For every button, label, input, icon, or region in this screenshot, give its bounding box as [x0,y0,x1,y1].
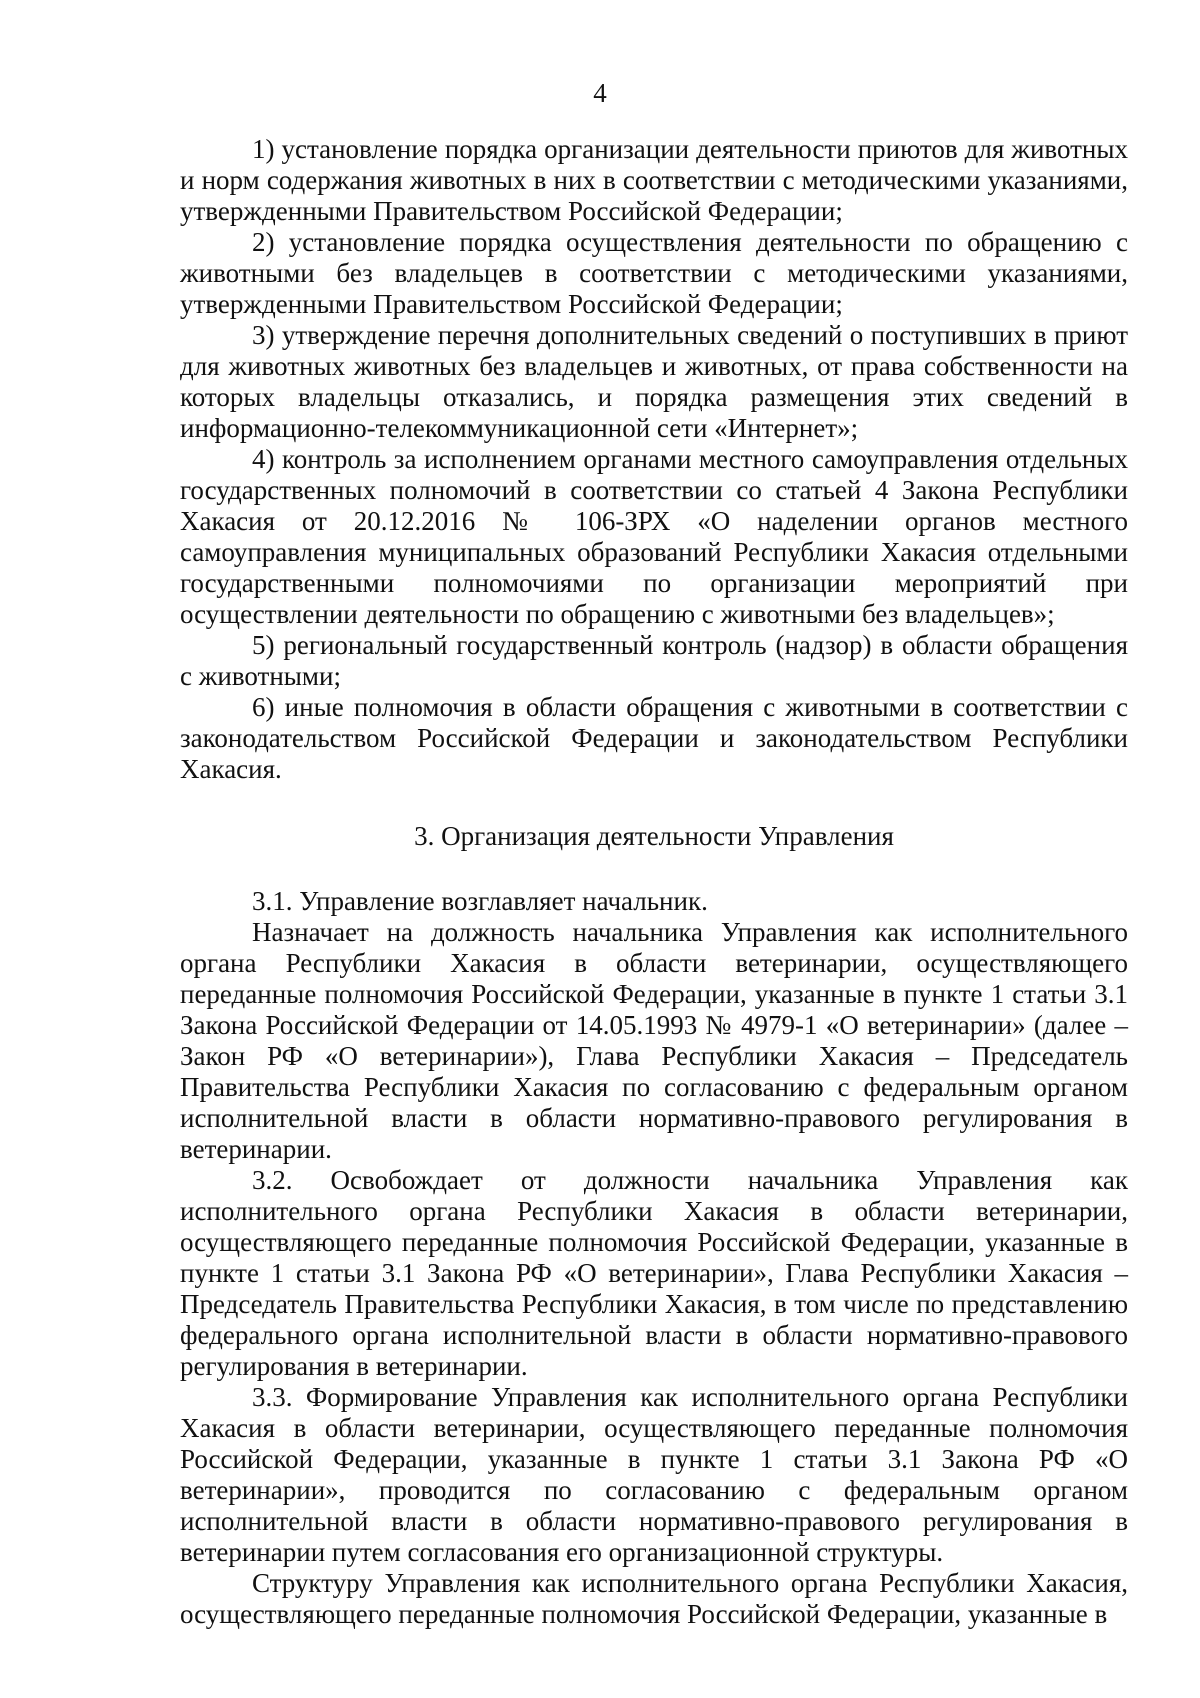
page-number: 4 [593,78,607,108]
document-body [180,134,1128,1630]
list-item: 5) региональный государственный контроль (надзор) в области обращения с животными; [180,630,1128,691]
list-item: 6) иные полномочия в области обращения с животными в соответствии с законодательством Российской Федерации и законодательством Республики Хакасия. [180,692,1128,784]
paragraph-3-1: 3.1. Управление возглавляет начальник. [252,886,708,916]
paragraph-structure: Структуру Управления как исполнительного органа Республики Хакасия, осуществляющего переданные полномочия Российской Федерации, указанные в [180,1568,1128,1629]
paragraph-3-3: 3.3. Формирование Управления как исполнительного органа Республики Хакасия в области ветеринарии, осуществляющего переданные полномочия Российской Федерации, указанные в пункте 1 статьи 3.1 Закона РФ «О ветеринарии», проводится по согласованию с федеральным органом исполнительной власти в области нормативно-правового регулирования в ветеринарии путем согласования его организационной структуры. [180,1382,1128,1567]
section-heading: 3. Организация деятельности Управления [414,821,894,851]
paragraph-3-2: 3.2. Освобождает от должности начальника Управления как исполнительного органа Республики Хакасия в области ветеринарии, осуществляющего переданные полномочия Российской Федерации, указанные в пункте 1 статьи 3.1 Закона РФ «О ветеринарии», Глава Республики Хакасия – Председатель Правительства Республики Хакасия, в том числе по представлению федерального органа исполнительной власти в области нормативно-правового регулирования в ветеринарии. [180,1165,1128,1381]
list-item: 2) установление порядка осуществления деятельности по обращению с животными без владельцев в соответствии с методическими указаниями, утвержденными Правительством Российской Федерации; [180,227,1128,319]
list-item: 3) утверждение перечня дополнительных сведений о поступивших в приют для животных животных без владельцев и животных, от права собственности на которых владельцы отказались, и порядка размещения этих сведений в информационно-телекоммуникационной сети «Интернет»; [180,320,1128,443]
list-item: 1) установление порядка организации деятельности приютов для животных и норм содержания животных в них в соответствии с методическими указаниями, утвержденными Правительством Российской Федерации; [180,134,1128,226]
list-item: 4) контроль за исполнением органами местного самоуправления отдельных государственных полномочий в соответствии со статьей 4 Закона Республики Хакасия от 20.12.2016 № 106-ЗРХ «О наделении органов местного самоуправления муниципальных образований Республики Хакасия отдельными государственными полномочиями по организации мероприятий при осуществлении деятельности по обращению с животными без владельцев»; [180,444,1128,629]
paragraph-appointment: Назначает на должность начальника Управления как исполнительного органа Республики Хакасия в области ветеринарии, осуществляющего переданные полномочия Российской Федерации, указанные в пункте 1 статьи 3.1 Закона Российской Федерации от 14.05.1993 № 4979-1 «О ветеринарии» (далее – Закон РФ «О ветеринарии»), Глава Республики Хакасия – Председатель Правительства Республики Хакасия по согласованию с федеральным органом исполнительной власти в области нормативно-правового регулирования в ветеринарии. [180,917,1128,1164]
